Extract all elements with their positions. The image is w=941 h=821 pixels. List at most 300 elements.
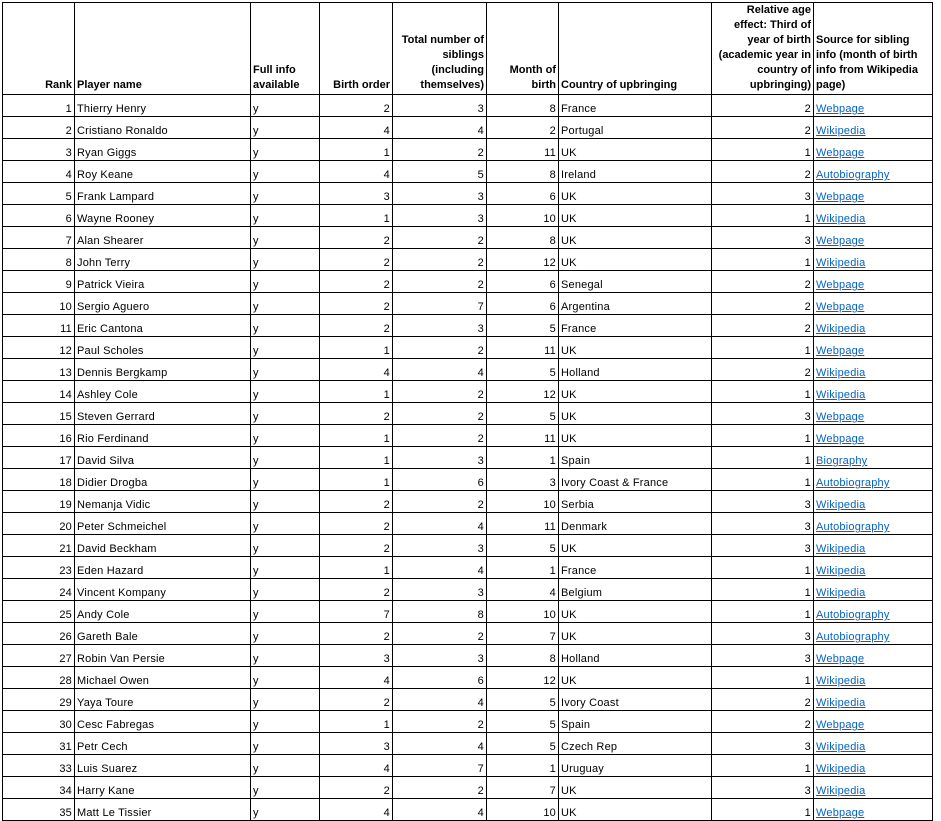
cell-source[interactable] <box>814 425 933 447</box>
cell-player-name[interactable]: Harry Kane <box>75 777 251 799</box>
cell-relative-age[interactable]: 2 <box>712 117 814 139</box>
cell-birth-order[interactable]: 2 <box>320 777 393 799</box>
cell-relative-age[interactable]: 3 <box>712 227 814 249</box>
cell-relative-age[interactable]: 2 <box>712 161 814 183</box>
cell-country[interactable]: UK <box>559 381 712 403</box>
cell-player-name[interactable]: Matt Le Tissier <box>75 799 251 821</box>
cell-siblings[interactable]: 2 <box>393 711 487 733</box>
cell-month[interactable]: 6 <box>487 293 559 315</box>
cell-full-info[interactable]: y <box>251 711 320 733</box>
cell-country[interactable]: Spain <box>559 711 712 733</box>
cell-siblings[interactable]: 3 <box>393 447 487 469</box>
cell-month[interactable]: 7 <box>487 623 559 645</box>
cell-month[interactable]: 12 <box>487 667 559 689</box>
cell-country[interactable]: Portugal <box>559 117 712 139</box>
cell-siblings[interactable]: 3 <box>393 205 487 227</box>
cell-full-info[interactable]: y <box>251 95 320 117</box>
cell-birth-order[interactable]: 4 <box>320 117 393 139</box>
cell-rank[interactable]: 2 <box>3 117 75 139</box>
cell-month[interactable]: 10 <box>487 491 559 513</box>
cell-birth-order[interactable]: 7 <box>320 601 393 623</box>
source-link[interactable]: Wikipedia <box>816 785 866 797</box>
source-link[interactable]: Biography <box>816 455 868 467</box>
cell-country[interactable]: Belgium <box>559 579 712 601</box>
cell-relative-age[interactable]: 1 <box>712 381 814 403</box>
cell-full-info[interactable]: y <box>251 491 320 513</box>
source-link[interactable]: Wikipedia <box>816 367 866 379</box>
source-link[interactable]: Wikipedia <box>816 587 866 599</box>
source-link[interactable]: Autobiography <box>816 477 890 489</box>
source-link[interactable]: Webpage <box>816 807 865 819</box>
cell-full-info[interactable]: y <box>251 469 320 491</box>
cell-player-name[interactable]: Patrick Vieira <box>75 271 251 293</box>
cell-rank[interactable]: 6 <box>3 205 75 227</box>
cell-source[interactable] <box>814 667 933 689</box>
cell-siblings[interactable]: 3 <box>393 183 487 205</box>
cell-full-info[interactable]: y <box>251 799 320 821</box>
cell-month[interactable]: 12 <box>487 381 559 403</box>
cell-rank[interactable]: 25 <box>3 601 75 623</box>
source-link[interactable]: Autobiography <box>816 631 890 643</box>
cell-siblings[interactable]: 6 <box>393 469 487 491</box>
cell-full-info[interactable]: y <box>251 667 320 689</box>
cell-siblings[interactable]: 2 <box>393 227 487 249</box>
cell-full-info[interactable]: y <box>251 425 320 447</box>
cell-player-name[interactable]: Andy Cole <box>75 601 251 623</box>
cell-country[interactable]: UK <box>559 139 712 161</box>
cell-rank[interactable]: 14 <box>3 381 75 403</box>
cell-full-info[interactable]: y <box>251 403 320 425</box>
cell-player-name[interactable]: Michael Owen <box>75 667 251 689</box>
cell-siblings[interactable]: 4 <box>393 359 487 381</box>
cell-player-name[interactable]: Yaya Toure <box>75 689 251 711</box>
cell-country[interactable]: UK <box>559 183 712 205</box>
cell-source[interactable] <box>814 315 933 337</box>
cell-player-name[interactable]: Cristiano Ronaldo <box>75 117 251 139</box>
cell-relative-age[interactable]: 3 <box>712 623 814 645</box>
cell-relative-age[interactable]: 2 <box>712 711 814 733</box>
cell-country[interactable]: Spain <box>559 447 712 469</box>
cell-player-name[interactable]: Cesc Fabregas <box>75 711 251 733</box>
cell-relative-age[interactable]: 1 <box>712 425 814 447</box>
cell-relative-age[interactable]: 1 <box>712 755 814 777</box>
cell-siblings[interactable]: 3 <box>393 95 487 117</box>
cell-siblings[interactable]: 2 <box>393 271 487 293</box>
cell-source[interactable] <box>814 777 933 799</box>
cell-birth-order[interactable]: 1 <box>320 447 393 469</box>
cell-rank[interactable]: 29 <box>3 689 75 711</box>
cell-siblings[interactable]: 2 <box>393 381 487 403</box>
cell-full-info[interactable]: y <box>251 161 320 183</box>
cell-siblings[interactable]: 4 <box>393 733 487 755</box>
cell-month[interactable]: 8 <box>487 645 559 667</box>
cell-player-name[interactable]: Wayne Rooney <box>75 205 251 227</box>
source-link[interactable]: Wikipedia <box>816 389 866 401</box>
cell-source[interactable] <box>814 733 933 755</box>
cell-relative-age[interactable]: 2 <box>712 689 814 711</box>
cell-rank[interactable]: 9 <box>3 271 75 293</box>
cell-month[interactable]: 1 <box>487 557 559 579</box>
cell-rank[interactable]: 19 <box>3 491 75 513</box>
cell-country[interactable]: UK <box>559 249 712 271</box>
cell-month[interactable]: 10 <box>487 799 559 821</box>
source-link[interactable]: Autobiography <box>816 609 890 621</box>
cell-full-info[interactable]: y <box>251 513 320 535</box>
source-link[interactable]: Webpage <box>816 433 865 445</box>
cell-full-info[interactable]: y <box>251 359 320 381</box>
cell-country[interactable]: UK <box>559 667 712 689</box>
cell-birth-order[interactable]: 2 <box>320 95 393 117</box>
cell-month[interactable]: 6 <box>487 183 559 205</box>
cell-full-info[interactable]: y <box>251 249 320 271</box>
cell-month[interactable]: 5 <box>487 359 559 381</box>
cell-full-info[interactable]: y <box>251 557 320 579</box>
source-link[interactable]: Wikipedia <box>816 543 866 555</box>
cell-birth-order[interactable]: 2 <box>320 513 393 535</box>
cell-month[interactable]: 4 <box>487 579 559 601</box>
cell-full-info[interactable]: y <box>251 535 320 557</box>
cell-rank[interactable]: 21 <box>3 535 75 557</box>
cell-country[interactable]: UK <box>559 227 712 249</box>
cell-source[interactable] <box>814 337 933 359</box>
cell-country[interactable]: Ireland <box>559 161 712 183</box>
cell-country[interactable]: UK <box>559 337 712 359</box>
cell-siblings[interactable]: 6 <box>393 667 487 689</box>
cell-rank[interactable]: 1 <box>3 95 75 117</box>
header-birth-order[interactable]: Birth order <box>320 3 393 95</box>
cell-rank[interactable]: 15 <box>3 403 75 425</box>
cell-month[interactable]: 2 <box>487 117 559 139</box>
cell-source[interactable] <box>814 117 933 139</box>
cell-siblings[interactable]: 2 <box>393 425 487 447</box>
cell-full-info[interactable]: y <box>251 315 320 337</box>
cell-full-info[interactable]: y <box>251 117 320 139</box>
cell-month[interactable]: 5 <box>487 403 559 425</box>
cell-relative-age[interactable]: 2 <box>712 271 814 293</box>
cell-siblings[interactable]: 2 <box>393 623 487 645</box>
cell-relative-age[interactable]: 3 <box>712 733 814 755</box>
cell-rank[interactable]: 18 <box>3 469 75 491</box>
cell-source[interactable] <box>814 205 933 227</box>
cell-siblings[interactable]: 2 <box>393 249 487 271</box>
cell-relative-age[interactable]: 2 <box>712 315 814 337</box>
cell-rank[interactable]: 31 <box>3 733 75 755</box>
cell-source[interactable] <box>814 271 933 293</box>
cell-birth-order[interactable]: 3 <box>320 183 393 205</box>
cell-month[interactable]: 7 <box>487 777 559 799</box>
cell-rank[interactable]: 12 <box>3 337 75 359</box>
cell-siblings[interactable]: 7 <box>393 293 487 315</box>
cell-rank[interactable]: 24 <box>3 579 75 601</box>
cell-month[interactable]: 11 <box>487 139 559 161</box>
header-source[interactable]: Source for sibling info (month of birth info from Wikipedia page) <box>814 3 933 95</box>
cell-siblings[interactable]: 3 <box>393 315 487 337</box>
cell-player-name[interactable]: Nemanja Vidic <box>75 491 251 513</box>
cell-player-name[interactable]: Ashley Cole <box>75 381 251 403</box>
cell-birth-order[interactable]: 3 <box>320 733 393 755</box>
cell-country[interactable]: UK <box>559 623 712 645</box>
cell-siblings[interactable]: 5 <box>393 161 487 183</box>
cell-player-name[interactable]: Eric Cantona <box>75 315 251 337</box>
cell-month[interactable]: 1 <box>487 755 559 777</box>
cell-birth-order[interactable]: 1 <box>320 139 393 161</box>
cell-source[interactable] <box>814 491 933 513</box>
source-link[interactable]: Wikipedia <box>816 213 866 225</box>
cell-siblings[interactable]: 3 <box>393 645 487 667</box>
cell-source[interactable] <box>814 513 933 535</box>
cell-source[interactable] <box>814 689 933 711</box>
cell-relative-age[interactable]: 1 <box>712 205 814 227</box>
cell-month[interactable]: 5 <box>487 733 559 755</box>
cell-player-name[interactable]: Frank Lampard <box>75 183 251 205</box>
cell-rank[interactable]: 3 <box>3 139 75 161</box>
cell-full-info[interactable]: y <box>251 381 320 403</box>
source-link[interactable]: Webpage <box>816 235 865 247</box>
cell-full-info[interactable]: y <box>251 227 320 249</box>
header-relative-age[interactable]: Relative age effect: Third of year of birth (academic year in country of upbringing) <box>712 3 814 95</box>
cell-full-info[interactable]: y <box>251 689 320 711</box>
cell-siblings[interactable]: 3 <box>393 579 487 601</box>
cell-month[interactable]: 11 <box>487 337 559 359</box>
cell-player-name[interactable]: Peter Schmeichel <box>75 513 251 535</box>
cell-source[interactable] <box>814 535 933 557</box>
cell-player-name[interactable]: Robin Van Persie <box>75 645 251 667</box>
cell-player-name[interactable]: Thierry Henry <box>75 95 251 117</box>
source-link[interactable]: Wikipedia <box>816 257 866 269</box>
cell-rank[interactable]: 30 <box>3 711 75 733</box>
cell-month[interactable]: 8 <box>487 161 559 183</box>
cell-relative-age[interactable]: 1 <box>712 601 814 623</box>
cell-player-name[interactable]: Steven Gerrard <box>75 403 251 425</box>
cell-source[interactable] <box>814 95 933 117</box>
cell-birth-order[interactable]: 2 <box>320 315 393 337</box>
cell-country[interactable]: Denmark <box>559 513 712 535</box>
cell-player-name[interactable]: Gareth Bale <box>75 623 251 645</box>
header-player-name[interactable]: Player name <box>75 3 251 95</box>
cell-rank[interactable]: 17 <box>3 447 75 469</box>
cell-player-name[interactable]: Roy Keane <box>75 161 251 183</box>
cell-source[interactable] <box>814 799 933 821</box>
cell-source[interactable] <box>814 381 933 403</box>
cell-player-name[interactable]: David Beckham <box>75 535 251 557</box>
cell-source[interactable] <box>814 579 933 601</box>
cell-birth-order[interactable]: 3 <box>320 645 393 667</box>
source-link[interactable]: Webpage <box>816 345 865 357</box>
cell-siblings[interactable]: 4 <box>393 513 487 535</box>
cell-country[interactable]: UK <box>559 425 712 447</box>
cell-birth-order[interactable]: 4 <box>320 359 393 381</box>
cell-birth-order[interactable]: 2 <box>320 293 393 315</box>
source-link[interactable]: Autobiography <box>816 169 890 181</box>
cell-full-info[interactable]: y <box>251 139 320 161</box>
cell-country[interactable]: Ivory Coast & France <box>559 469 712 491</box>
cell-rank[interactable]: 7 <box>3 227 75 249</box>
cell-country[interactable]: Ivory Coast <box>559 689 712 711</box>
source-link[interactable]: Webpage <box>816 191 865 203</box>
cell-month[interactable]: 8 <box>487 227 559 249</box>
cell-country[interactable]: UK <box>559 799 712 821</box>
cell-siblings[interactable]: 4 <box>393 557 487 579</box>
source-link[interactable]: Wikipedia <box>816 499 866 511</box>
cell-player-name[interactable]: Didier Drogba <box>75 469 251 491</box>
cell-siblings[interactable]: 4 <box>393 799 487 821</box>
cell-source[interactable] <box>814 293 933 315</box>
cell-player-name[interactable]: Vincent Kompany <box>75 579 251 601</box>
cell-birth-order[interactable]: 1 <box>320 425 393 447</box>
cell-relative-age[interactable]: 3 <box>712 183 814 205</box>
cell-siblings[interactable]: 2 <box>393 491 487 513</box>
cell-birth-order[interactable]: 2 <box>320 535 393 557</box>
cell-rank[interactable]: 27 <box>3 645 75 667</box>
cell-siblings[interactable]: 2 <box>393 337 487 359</box>
cell-birth-order[interactable]: 4 <box>320 161 393 183</box>
cell-birth-order[interactable]: 2 <box>320 623 393 645</box>
cell-month[interactable]: 5 <box>487 711 559 733</box>
cell-birth-order[interactable]: 2 <box>320 579 393 601</box>
cell-country[interactable]: UK <box>559 535 712 557</box>
cell-source[interactable] <box>814 227 933 249</box>
cell-rank[interactable]: 23 <box>3 557 75 579</box>
cell-country[interactable]: France <box>559 315 712 337</box>
cell-player-name[interactable]: Luis Suarez <box>75 755 251 777</box>
source-link[interactable]: Webpage <box>816 719 865 731</box>
cell-source[interactable] <box>814 601 933 623</box>
cell-full-info[interactable]: y <box>251 337 320 359</box>
cell-relative-age[interactable]: 3 <box>712 513 814 535</box>
header-rank[interactable]: Rank <box>3 3 75 95</box>
cell-country[interactable]: Senegal <box>559 271 712 293</box>
cell-month[interactable]: 11 <box>487 425 559 447</box>
source-link[interactable]: Wikipedia <box>816 565 866 577</box>
cell-player-name[interactable]: Dennis Bergkamp <box>75 359 251 381</box>
cell-relative-age[interactable]: 1 <box>712 447 814 469</box>
cell-siblings[interactable]: 2 <box>393 403 487 425</box>
header-siblings[interactable]: Total number of siblings (including themselves) <box>393 3 487 95</box>
cell-source[interactable] <box>814 447 933 469</box>
cell-source[interactable] <box>814 557 933 579</box>
header-month-of-birth[interactable]: Month of birth <box>487 3 559 95</box>
cell-birth-order[interactable]: 1 <box>320 381 393 403</box>
cell-rank[interactable]: 34 <box>3 777 75 799</box>
cell-siblings[interactable]: 7 <box>393 755 487 777</box>
cell-country[interactable]: Argentina <box>559 293 712 315</box>
cell-relative-age[interactable]: 1 <box>712 249 814 271</box>
cell-source[interactable] <box>814 711 933 733</box>
cell-full-info[interactable]: y <box>251 447 320 469</box>
cell-country[interactable]: Uruguay <box>559 755 712 777</box>
cell-month[interactable]: 11 <box>487 513 559 535</box>
cell-rank[interactable]: 4 <box>3 161 75 183</box>
cell-month[interactable]: 12 <box>487 249 559 271</box>
cell-relative-age[interactable]: 3 <box>712 403 814 425</box>
cell-country[interactable]: UK <box>559 205 712 227</box>
source-link[interactable]: Wikipedia <box>816 323 866 335</box>
cell-month[interactable]: 3 <box>487 469 559 491</box>
source-link[interactable]: Wikipedia <box>816 763 866 775</box>
cell-source[interactable] <box>814 645 933 667</box>
cell-rank[interactable]: 33 <box>3 755 75 777</box>
cell-birth-order[interactable]: 4 <box>320 667 393 689</box>
cell-rank[interactable]: 10 <box>3 293 75 315</box>
source-link[interactable]: Wikipedia <box>816 697 866 709</box>
cell-relative-age[interactable]: 1 <box>712 579 814 601</box>
cell-birth-order[interactable]: 1 <box>320 337 393 359</box>
cell-full-info[interactable]: y <box>251 733 320 755</box>
cell-birth-order[interactable]: 2 <box>320 249 393 271</box>
cell-month[interactable]: 8 <box>487 95 559 117</box>
source-link[interactable]: Autobiography <box>816 521 890 533</box>
cell-rank[interactable]: 11 <box>3 315 75 337</box>
cell-birth-order[interactable]: 1 <box>320 469 393 491</box>
cell-source[interactable] <box>814 161 933 183</box>
cell-relative-age[interactable]: 1 <box>712 799 814 821</box>
cell-birth-order[interactable]: 4 <box>320 799 393 821</box>
cell-full-info[interactable]: y <box>251 755 320 777</box>
cell-month[interactable]: 5 <box>487 689 559 711</box>
cell-month[interactable]: 1 <box>487 447 559 469</box>
cell-country[interactable]: UK <box>559 403 712 425</box>
cell-full-info[interactable]: y <box>251 183 320 205</box>
cell-siblings[interactable]: 8 <box>393 601 487 623</box>
cell-full-info[interactable]: y <box>251 579 320 601</box>
cell-birth-order[interactable]: 1 <box>320 557 393 579</box>
cell-month[interactable]: 6 <box>487 271 559 293</box>
cell-full-info[interactable]: y <box>251 777 320 799</box>
cell-rank[interactable]: 8 <box>3 249 75 271</box>
cell-country[interactable]: UK <box>559 777 712 799</box>
cell-relative-age[interactable]: 3 <box>712 535 814 557</box>
cell-full-info[interactable]: y <box>251 623 320 645</box>
cell-siblings[interactable]: 4 <box>393 117 487 139</box>
source-link[interactable]: Webpage <box>816 279 865 291</box>
cell-country[interactable]: Holland <box>559 359 712 381</box>
cell-siblings[interactable]: 3 <box>393 535 487 557</box>
cell-rank[interactable]: 20 <box>3 513 75 535</box>
cell-source[interactable] <box>814 469 933 491</box>
header-full-info[interactable]: Full info available <box>251 3 320 95</box>
cell-source[interactable] <box>814 183 933 205</box>
cell-full-info[interactable]: y <box>251 205 320 227</box>
cell-relative-age[interactable]: 1 <box>712 667 814 689</box>
cell-rank[interactable]: 13 <box>3 359 75 381</box>
source-link[interactable]: Wikipedia <box>816 741 866 753</box>
source-link[interactable]: Wikipedia <box>816 125 866 137</box>
cell-player-name[interactable]: Alan Shearer <box>75 227 251 249</box>
cell-relative-age[interactable]: 2 <box>712 293 814 315</box>
cell-birth-order[interactable]: 1 <box>320 711 393 733</box>
cell-player-name[interactable]: Eden Hazard <box>75 557 251 579</box>
cell-month[interactable]: 5 <box>487 535 559 557</box>
cell-month[interactable]: 5 <box>487 315 559 337</box>
cell-full-info[interactable]: y <box>251 645 320 667</box>
cell-rank[interactable]: 26 <box>3 623 75 645</box>
cell-relative-age[interactable]: 2 <box>712 359 814 381</box>
cell-rank[interactable]: 35 <box>3 799 75 821</box>
source-link[interactable]: Webpage <box>816 411 865 423</box>
cell-siblings[interactable]: 2 <box>393 777 487 799</box>
cell-country[interactable]: Holland <box>559 645 712 667</box>
cell-relative-age[interactable]: 1 <box>712 139 814 161</box>
cell-full-info[interactable]: y <box>251 601 320 623</box>
cell-full-info[interactable]: y <box>251 293 320 315</box>
cell-birth-order[interactable]: 2 <box>320 227 393 249</box>
cell-relative-age[interactable]: 1 <box>712 557 814 579</box>
header-country[interactable]: Country of upbringing <box>559 3 712 95</box>
cell-player-name[interactable]: Paul Scholes <box>75 337 251 359</box>
source-link[interactable]: Webpage <box>816 103 865 115</box>
cell-country[interactable]: Serbia <box>559 491 712 513</box>
cell-rank[interactable]: 28 <box>3 667 75 689</box>
